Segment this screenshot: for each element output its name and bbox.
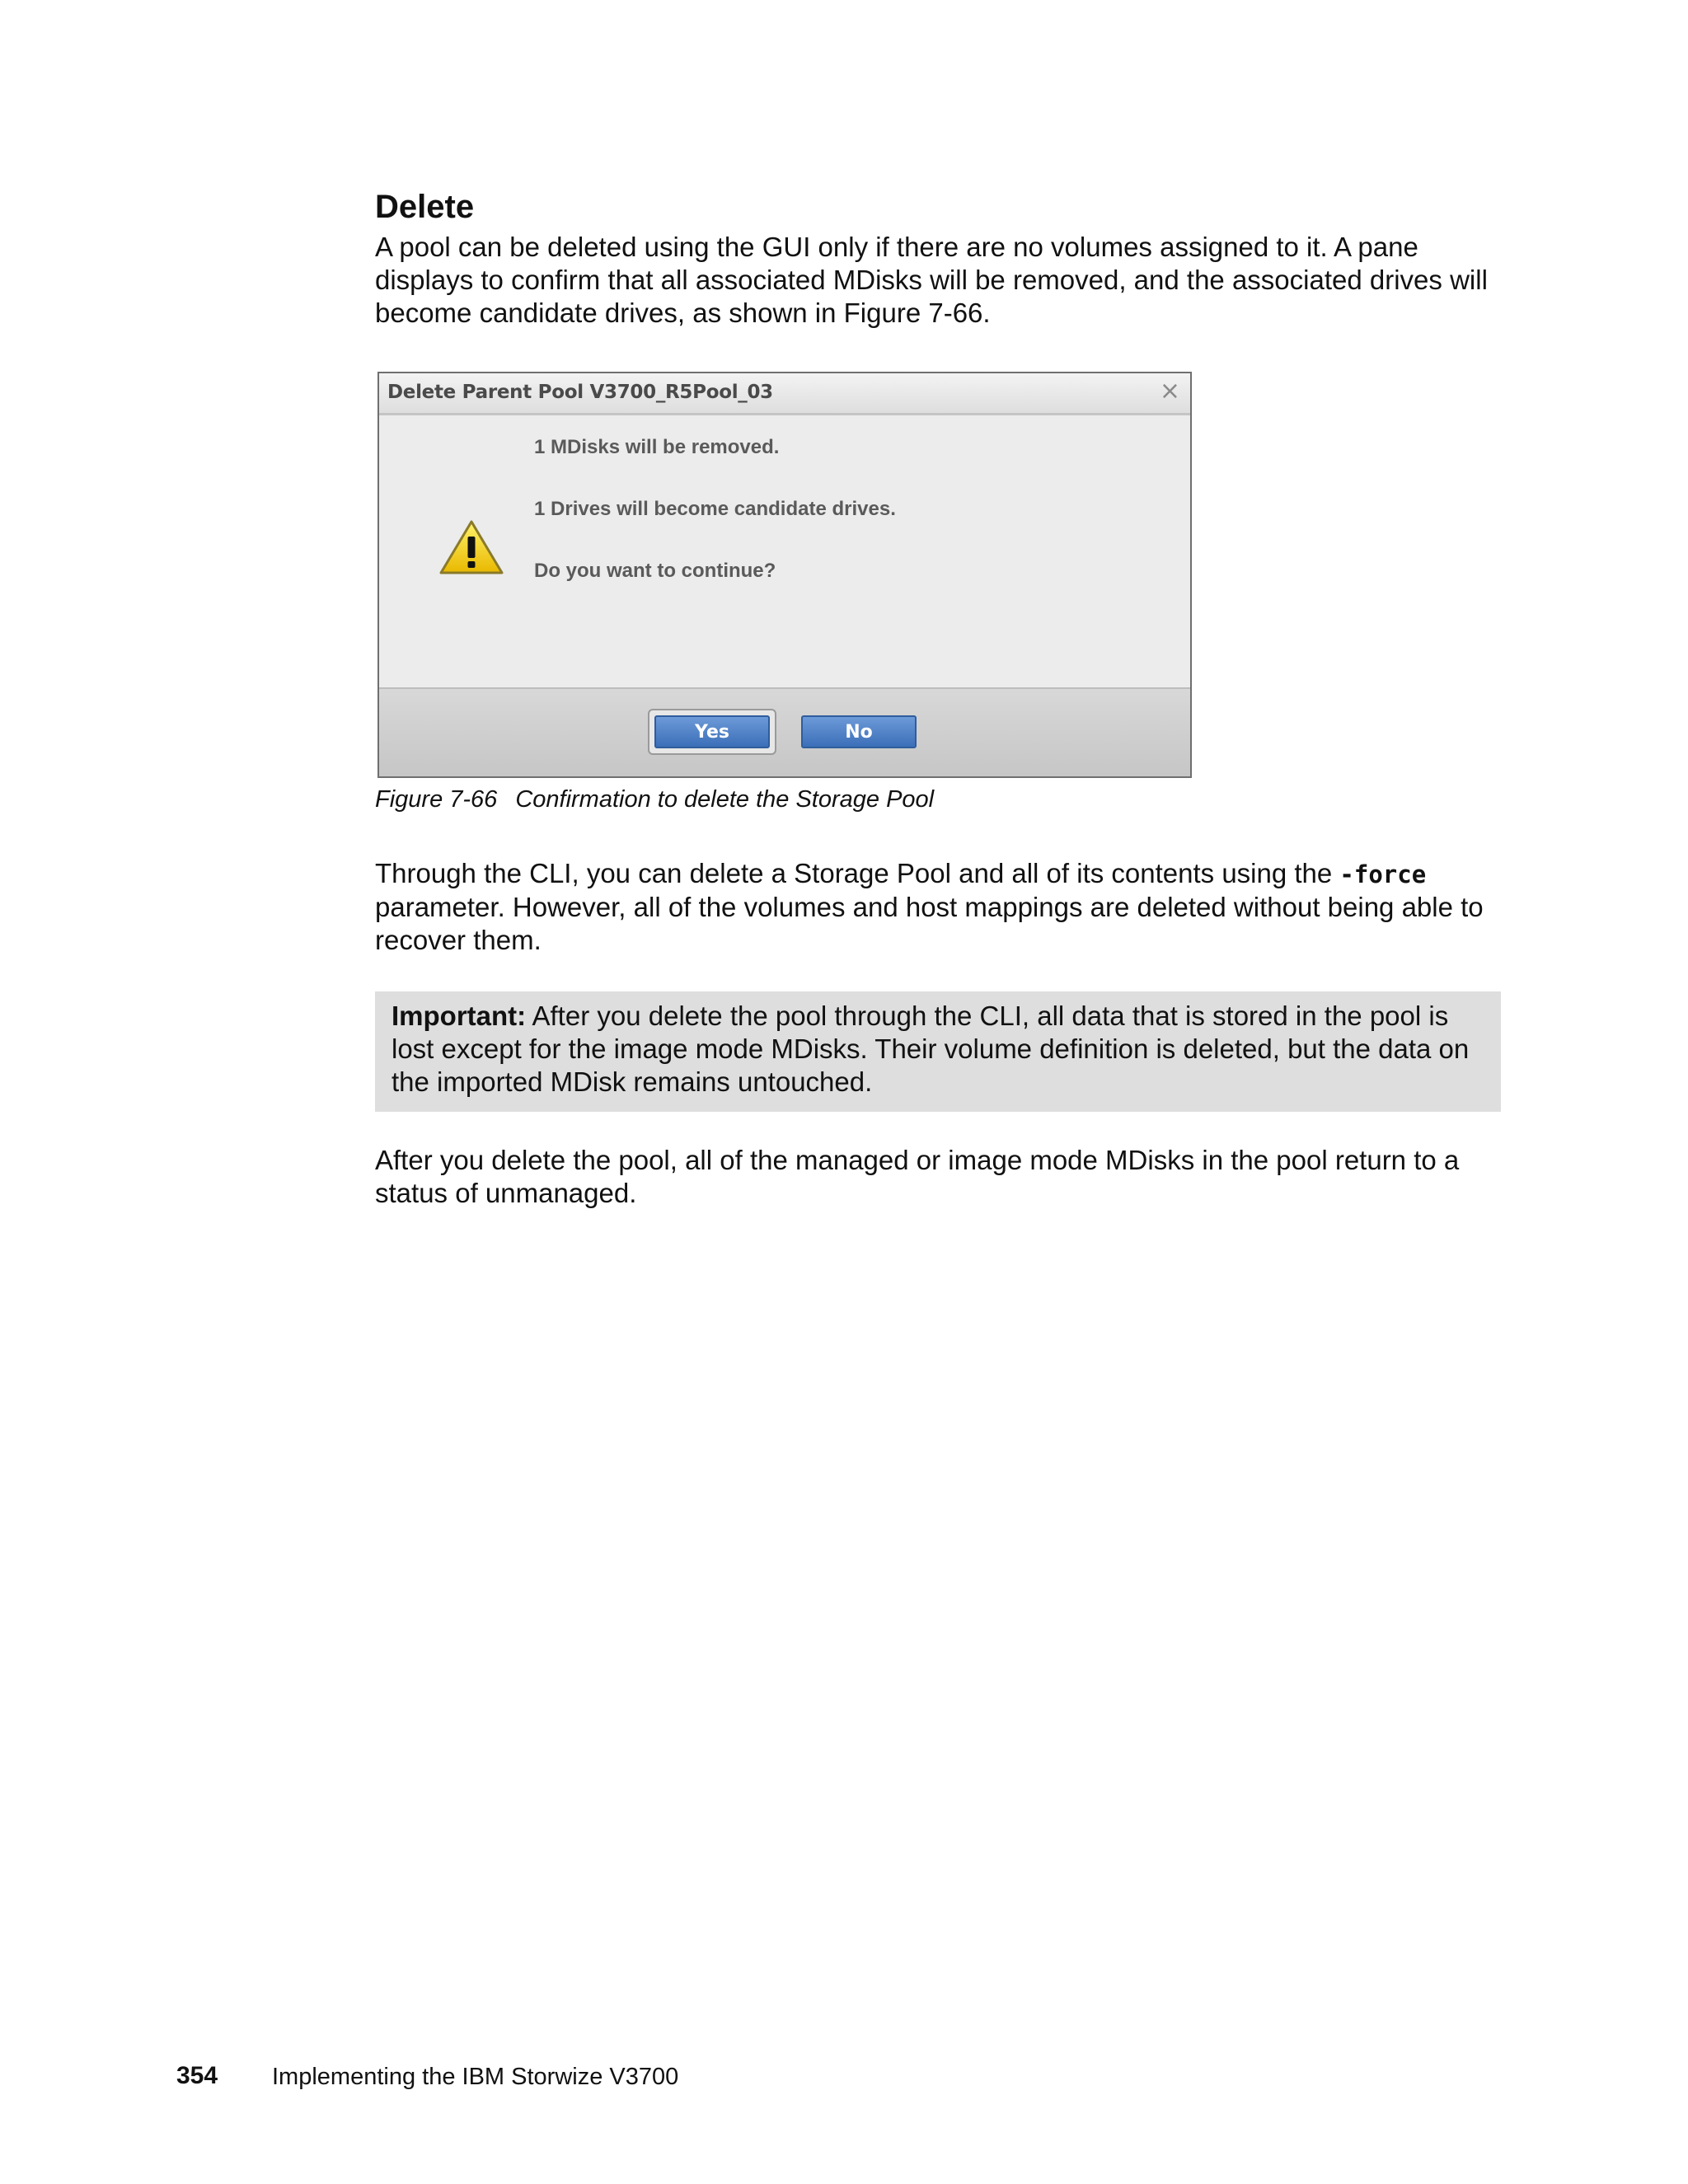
dialog-titlebar (379, 373, 1190, 415)
warning-icon (438, 518, 504, 576)
dialog-body (379, 415, 1190, 687)
intro-paragraph: A pool can be deleted using the GUI only if there are no volumes assigned to it. A pane displays to confirm that all associated MDisks will be removed, and the associated drives will become candidate drives, as shown in Figure 7-66. (375, 232, 1488, 328)
note-label: Important: (392, 1001, 527, 1031)
dialog-message-mdisks: 1 MDisks will be removed. (534, 436, 780, 458)
force-parameter: -force (1339, 860, 1427, 888)
figure-caption-text: Confirmation to delete the Storage Pool (515, 786, 935, 813)
dialog-message-continue: Do you want to continue? (534, 560, 776, 582)
figure-number: Figure 7-66 (375, 786, 498, 813)
page-number: 354 (176, 2062, 218, 2089)
cli-paragraph (375, 857, 1504, 957)
closing-paragraph: After you delete the pool, all of the managed or image mode MDisks in the pool return to a status of unmanaged. (375, 1145, 1460, 1208)
important-note (375, 991, 1501, 1112)
section-heading: Delete (375, 189, 475, 225)
close-icon[interactable]: × (1159, 377, 1180, 405)
dialog-message-drives: 1 Drives will become candidate drives. (534, 498, 896, 520)
no-button[interactable]: No (801, 715, 917, 748)
dialog-title: Delete Parent Pool V3700_R5Pool_03 (387, 382, 773, 403)
yes-button[interactable]: Yes (654, 715, 770, 748)
delete-pool-dialog (377, 372, 1192, 778)
cli-text-before: Through the CLI, you can delete a Storage Pool and all of its contents using the (375, 858, 1340, 888)
cli-text-after: parameter. However, all of the volumes and host mappings are deleted without being able to recover them. (375, 892, 1484, 955)
note-text: After you delete the pool through the CLI, all data that is stored in the pool is lost except for the image mode MDisks. Their volume definition is deleted, but the data on the imported MDisk remains untouched. (392, 1001, 1470, 1097)
dialog-footer (379, 687, 1190, 776)
figure-caption (375, 786, 934, 813)
book-title: Implementing the IBM Storwize V3700 (272, 2064, 679, 2090)
